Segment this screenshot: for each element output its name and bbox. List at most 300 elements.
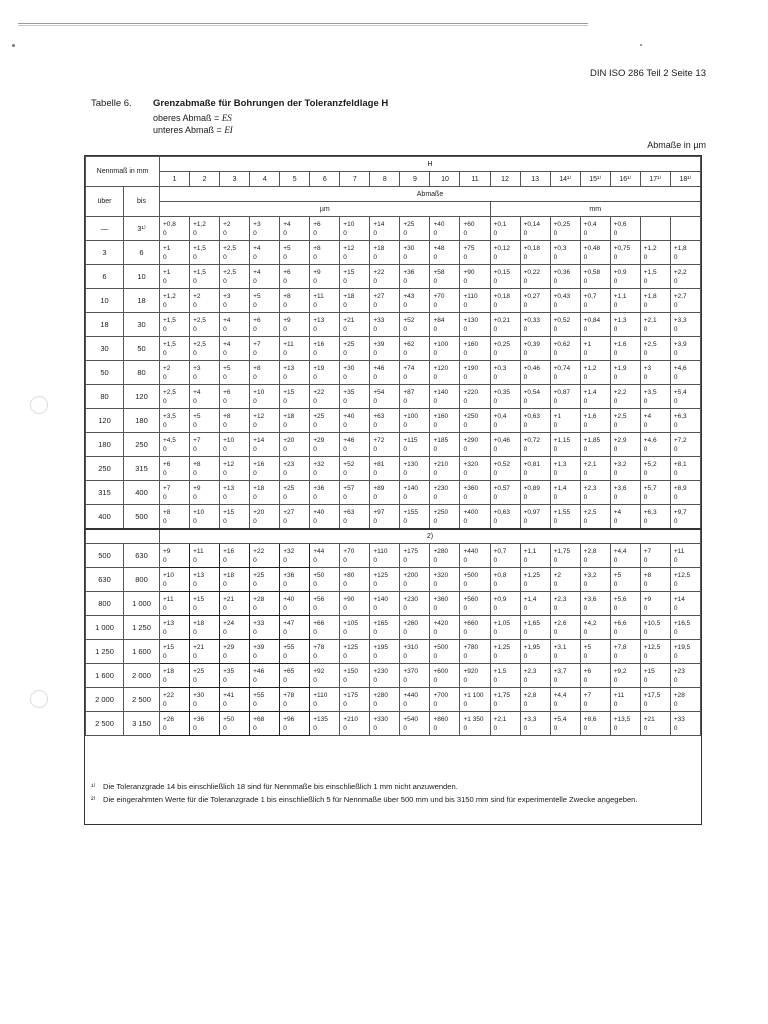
upper-deviation: +74: [403, 364, 415, 372]
upper-deviation: +10: [193, 508, 205, 516]
lower-deviation: 0: [433, 349, 438, 357]
deviation-cell: [670, 289, 700, 313]
deviation-cell: [430, 640, 460, 664]
deviation-cell: [610, 433, 640, 457]
table-row: [86, 361, 701, 385]
deviation-cell: [520, 568, 550, 592]
deviation-cell: [550, 712, 580, 736]
deviation-cell: [310, 568, 340, 592]
upper-deviation: +0,14: [523, 220, 541, 228]
upper-deviation: +12: [223, 460, 235, 468]
unit-note: Abmaße in µm: [647, 140, 706, 150]
lower-deviation: 0: [463, 556, 468, 564]
deviation-cell: [490, 457, 520, 481]
deviation-cell: [280, 568, 310, 592]
deviation-cell: [430, 289, 460, 313]
upper-deviation: +19: [313, 364, 325, 372]
deviation-cell: [640, 217, 670, 241]
lower-deviation: 0: [553, 253, 558, 261]
lower-deviation: 0: [403, 445, 408, 453]
lower-deviation: 0: [193, 277, 197, 285]
table-title-text: Grenzabmaße für Bohrungen der Toleranzfeldlage H: [153, 98, 389, 109]
upper-deviation: +78: [283, 691, 295, 699]
upper-deviation: +12: [253, 412, 265, 420]
lower-deviation: 0: [253, 724, 257, 732]
lower-deviation: 0: [283, 277, 287, 285]
deviation-cell: [640, 241, 670, 265]
deviation-cell: [340, 664, 370, 688]
grade-header: 11: [460, 172, 490, 187]
upper-deviation: +4: [223, 340, 231, 348]
upper-deviation: +15: [223, 508, 235, 516]
upper-deviation: +30: [193, 691, 205, 699]
lower-deviation: 0: [553, 397, 558, 405]
lower-deviation: 0: [193, 628, 197, 636]
upper-deviation: +1,2: [163, 292, 176, 300]
lower-deviation: 0: [493, 700, 498, 708]
lower-deviation: 0: [613, 580, 618, 588]
deviation-cell: [250, 664, 280, 688]
deviation-cell: [280, 457, 310, 481]
upper-deviation: +1,2: [583, 364, 597, 372]
upper-deviation: +22: [373, 268, 385, 276]
upper-deviation: +1,5: [193, 268, 206, 276]
lower-deviation: 0: [343, 724, 347, 732]
lower-deviation: 0: [463, 493, 468, 501]
deviation-cell: [460, 433, 490, 457]
lower-deviation: 0: [523, 604, 528, 612]
lower-deviation: 0: [673, 445, 678, 453]
lower-deviation: 0: [523, 724, 528, 732]
deviation-cell: [610, 544, 640, 568]
upper-deviation: +41: [223, 691, 235, 699]
deviation-cell: [310, 217, 340, 241]
lower-deviation: 0: [433, 421, 438, 429]
lower-deviation: 0: [463, 445, 468, 453]
grade-header: 9: [400, 172, 430, 187]
deviation-cell: [220, 409, 250, 433]
upper-deviation: +28: [673, 691, 685, 699]
lower-deviation: 0: [283, 373, 287, 381]
upper-deviation: +5: [283, 244, 291, 252]
deviation-cell: [550, 361, 580, 385]
upper-deviation: +0,63: [493, 508, 510, 516]
upper-deviation: +15: [193, 595, 205, 603]
deviation-cell: [490, 544, 520, 568]
lower-deviation: 0: [583, 349, 588, 357]
table-row: [86, 481, 701, 505]
lower-deviation: 0: [283, 469, 287, 477]
upper-deviation: +100: [403, 412, 419, 420]
grade-header: 10: [430, 172, 460, 187]
lower-deviation: 0: [643, 700, 648, 708]
deviation-cell: [340, 409, 370, 433]
bis-cell: 120: [124, 385, 160, 409]
deviation-cell: [340, 385, 370, 409]
lower-deviation: 0: [583, 628, 588, 636]
upper-deviation: +0,1: [493, 220, 507, 228]
deviation-cell: [370, 409, 400, 433]
upper-deviation: +35: [343, 388, 355, 396]
upper-deviation: +210: [433, 460, 449, 468]
deviation-cell: [310, 313, 340, 337]
grade-header: 5: [280, 172, 310, 187]
lower-deviation: 0: [493, 373, 498, 381]
lower-deviation: 0: [643, 628, 648, 636]
upper-deviation: +3: [223, 292, 231, 300]
upper-deviation: +29: [223, 643, 235, 651]
upper-deviation: +4,2: [583, 619, 597, 627]
lower-deviation: 0: [643, 277, 648, 285]
upper-deviation: +0,52: [553, 316, 571, 324]
deviation-cell: [400, 457, 430, 481]
lower-deviation: 0: [373, 421, 377, 429]
lower-deviation: 0: [193, 445, 197, 453]
lower-deviation: 0: [673, 301, 678, 309]
deviation-cell: [190, 457, 220, 481]
upper-deviation: +46: [373, 364, 385, 372]
upper-deviation: +400: [463, 508, 479, 516]
deviation-cell: [430, 592, 460, 616]
upper-deviation: +39: [373, 340, 385, 348]
upper-deviation: +6,3: [673, 412, 687, 420]
upper-deviation: +16,5: [673, 619, 691, 627]
upper-deviation: +22: [313, 388, 325, 396]
deviation-cell: [340, 337, 370, 361]
bis-cell: 3 150: [124, 712, 160, 736]
lower-deviation: 0: [343, 469, 347, 477]
lower-deviation: 0: [613, 325, 618, 333]
upper-deviation: +26: [163, 715, 175, 723]
deviation-cell: [460, 568, 490, 592]
deviation-cell: [580, 337, 610, 361]
deviation-cell: [430, 433, 460, 457]
deviation-cell: [250, 457, 280, 481]
upper-deviation: +23: [283, 460, 295, 468]
lower-deviation: 0: [553, 349, 558, 357]
deviation-cell: [310, 616, 340, 640]
upper-deviation: +4: [253, 244, 261, 252]
deviation-cell: [580, 616, 610, 640]
deviation-cell: [190, 385, 220, 409]
upper-deviation: +210: [343, 715, 358, 723]
lower-deviation: 0: [673, 517, 678, 525]
bis-cell: 18: [124, 289, 160, 313]
upper-deviation: +0,89: [523, 484, 541, 492]
upper-deviation: +1,5: [643, 268, 657, 276]
lower-deviation: 0: [313, 517, 317, 525]
deviation-cell: [370, 688, 400, 712]
upper-deviation: +6: [313, 220, 321, 228]
lower-deviation: 0: [403, 325, 408, 333]
upper-deviation: +2,1: [643, 316, 657, 324]
deviation-cell: [400, 544, 430, 568]
lower-deviation: 0: [553, 373, 558, 381]
lower-deviation: 0: [493, 517, 498, 525]
lower-deviation: 0: [373, 724, 377, 732]
lower-deviation: 0: [433, 397, 438, 405]
upper-deviation: +2,5: [223, 244, 236, 252]
lower-deviation: 0: [673, 604, 678, 612]
upper-deviation: +1,4: [583, 388, 597, 396]
lower-deviation: 0: [613, 397, 618, 405]
upper-deviation: +1: [583, 340, 592, 348]
deviation-cell: [220, 568, 250, 592]
upper-deviation: +700: [433, 691, 449, 699]
deviation-cell: [280, 217, 310, 241]
deviation-cell: [520, 664, 550, 688]
upper-deviation: +3,7: [553, 667, 567, 675]
lower-deviation: 0: [433, 301, 438, 309]
upper-deviation: +1,65: [523, 619, 541, 627]
upper-deviation: +1,5: [163, 340, 176, 348]
deviation-cell: [250, 712, 280, 736]
upper-deviation: +0,97: [523, 508, 541, 516]
upper-deviation: +0,72: [523, 436, 541, 444]
deviation-cell: [640, 265, 670, 289]
upper-deviation: +21: [223, 595, 235, 603]
deviation-cell: [640, 544, 670, 568]
ueber-cell: 500: [86, 544, 124, 568]
deviation-cell: [460, 289, 490, 313]
lower-deviation: 0: [553, 229, 558, 237]
deviation-cell: [370, 289, 400, 313]
upper-deviation: +5: [613, 571, 622, 579]
upper-deviation: +5,6: [613, 595, 627, 603]
deviation-cell: [640, 568, 670, 592]
upper-deviation: +72: [373, 436, 385, 444]
deviation-cell: [610, 592, 640, 616]
lower-deviation: 0: [643, 652, 648, 660]
lower-deviation: 0: [673, 397, 678, 405]
upper-deviation: +8: [223, 412, 231, 420]
deviation-cell: [640, 409, 670, 433]
upper-deviation: +1,2: [643, 244, 657, 252]
bis-cell: 30: [124, 313, 160, 337]
deviation-cell: [460, 664, 490, 688]
deviation-cell: [310, 544, 340, 568]
deviation-cell: [550, 313, 580, 337]
deviation-cell: [280, 289, 310, 313]
lower-deviation: 0: [613, 445, 618, 453]
lower-deviation: 0: [433, 325, 438, 333]
deviation-cell: [340, 265, 370, 289]
deviation-cell: [370, 217, 400, 241]
upper-deviation: +320: [463, 460, 479, 468]
deviation-cell: [310, 361, 340, 385]
deviation-cell: [460, 544, 490, 568]
deviation-cell: [580, 289, 610, 313]
upper-deviation: +50: [223, 715, 235, 723]
lower-deviation: 0: [283, 652, 287, 660]
upper-deviation: +6,3: [643, 508, 657, 516]
deviation-cell: [640, 688, 670, 712]
lower-deviation: 0: [433, 628, 438, 636]
unit-um-header: µm: [160, 202, 491, 217]
lower-deviation: 0: [223, 724, 227, 732]
deviation-cell: [190, 217, 220, 241]
lower-deviation: 0: [613, 556, 618, 564]
upper-deviation: +260: [403, 619, 419, 627]
upper-deviation: +3,2: [613, 460, 627, 468]
upper-deviation: +70: [343, 547, 355, 555]
ueber-cell: 6: [86, 265, 124, 289]
deviation-cell: [250, 289, 280, 313]
deviation-cell: [430, 688, 460, 712]
upper-deviation: +9,2: [613, 667, 627, 675]
ueber-cell: 2 000: [86, 688, 124, 712]
upper-deviation: +4,6: [643, 436, 657, 444]
deviation-cell: [340, 361, 370, 385]
deviation-cell: [610, 457, 640, 481]
lower-deviation: 0: [253, 373, 257, 381]
lower-deviation: 0: [253, 445, 257, 453]
deviation-cell: [580, 457, 610, 481]
upper-deviation: +0,54: [523, 388, 541, 396]
upper-deviation: +135: [313, 715, 328, 723]
deviation-cell: [400, 640, 430, 664]
deviation-cell: [250, 409, 280, 433]
deviation-cell: [520, 592, 550, 616]
deviation-cell: [580, 568, 610, 592]
deviation-cell: [400, 568, 430, 592]
section-2-footnote-ref: 2): [160, 529, 701, 544]
lower-deviation: 0: [163, 397, 167, 405]
upper-deviation-def: [153, 112, 232, 124]
lower-deviation: 0: [643, 604, 648, 612]
lower-deviation: 0: [553, 700, 558, 708]
bis-header: bis: [124, 187, 160, 217]
lower-deviation: 0: [253, 517, 257, 525]
upper-deviation: +0,9: [613, 268, 627, 276]
lower-deviation: 0: [583, 277, 588, 285]
deviation-cell: [580, 664, 610, 688]
upper-deviation: +0,46: [493, 436, 510, 444]
upper-deviation: +17,5: [643, 691, 661, 699]
deviation-cell: [670, 265, 700, 289]
lower-deviation: 0: [523, 700, 528, 708]
upper-deviation: +3,6: [583, 595, 597, 603]
upper-deviation: +7: [163, 484, 171, 492]
lower-deviation: 0: [463, 652, 468, 660]
deviation-cell: [400, 664, 430, 688]
lower-deviation: 0: [343, 277, 347, 285]
upper-deviation: +10: [163, 571, 175, 579]
deviation-cell: [280, 616, 310, 640]
lower-deviation: 0: [463, 580, 468, 588]
deviation-cell: [220, 361, 250, 385]
deviation-cell: [340, 640, 370, 664]
deviation-cell: [640, 457, 670, 481]
deviation-cell: [400, 289, 430, 313]
bis-cell: 800: [124, 568, 160, 592]
deviation-cell: [490, 289, 520, 313]
lower-deviation: 0: [193, 325, 197, 333]
deviation-cell: [610, 313, 640, 337]
lower-deviation: 0: [553, 445, 558, 453]
upper-deviation: +0,12: [493, 244, 510, 252]
unit-mm-header: mm: [490, 202, 700, 217]
scan-top-rule-shadow: [18, 25, 588, 26]
upper-deviation: +3,2: [583, 571, 597, 579]
upper-deviation: +10: [343, 220, 355, 228]
upper-deviation: +15: [643, 667, 655, 675]
lower-deviation: 0: [163, 253, 167, 261]
upper-deviation: +47: [283, 619, 295, 627]
upper-deviation: +56: [313, 595, 325, 603]
deviation-cell: [430, 544, 460, 568]
ueber-cell: 120: [86, 409, 124, 433]
lower-deviation: 0: [403, 700, 408, 708]
upper-deviation: +2,5: [583, 508, 597, 516]
upper-deviation: +13: [193, 571, 205, 579]
upper-deviation: +1,55: [553, 508, 571, 516]
deviation-cell: [310, 457, 340, 481]
upper-deviation: +66: [313, 619, 325, 627]
deviation-cell: [190, 712, 220, 736]
lower-deviation: 0: [613, 253, 618, 261]
upper-deviation: +8: [253, 364, 261, 372]
deviation-cell: [610, 385, 640, 409]
lower-deviation: 0: [433, 373, 438, 381]
upper-deviation: +1 350: [463, 715, 484, 723]
deviation-cell: [490, 433, 520, 457]
upper-deviation: +440: [463, 547, 479, 555]
upper-deviation: +46: [343, 436, 355, 444]
deviation-cell: [190, 640, 220, 664]
upper-deviation: +92: [313, 667, 325, 675]
lower-deviation: 0: [493, 445, 498, 453]
upper-deviation: +4,5: [163, 436, 176, 444]
deviation-cell: [250, 688, 280, 712]
scan-speck: [12, 44, 15, 47]
lower-deviation: 0: [553, 277, 558, 285]
deviation-cell: [580, 241, 610, 265]
table-row: [86, 241, 701, 265]
upper-deviation: +46: [253, 667, 265, 675]
upper-deviation: +105: [343, 619, 358, 627]
lower-deviation: 0: [313, 277, 317, 285]
upper-deviation: +54: [373, 388, 385, 396]
lower-deviation: 0: [523, 580, 528, 588]
upper-deviation: +3,9: [673, 340, 687, 348]
lower-deviation: 0: [523, 229, 528, 237]
lower-deviation-def: [153, 124, 233, 136]
upper-deviation: +12: [343, 244, 355, 252]
deviation-cell: [430, 568, 460, 592]
lower-deviation: 0: [403, 724, 408, 732]
upper-deviation: +330: [373, 715, 388, 723]
lower-deviation: 0: [493, 229, 498, 237]
lower-deviation: 0: [403, 301, 408, 309]
lower-deviation: 0: [583, 373, 588, 381]
upper-deviation: +140: [403, 484, 419, 492]
upper-deviation-label: oberes Abmaß =: [153, 113, 220, 123]
lower-deviation: 0: [283, 724, 287, 732]
deviation-cell: [430, 409, 460, 433]
upper-deviation: +0,25: [553, 220, 571, 228]
lower-deviation: 0: [523, 325, 528, 333]
deviation-cell: [670, 433, 700, 457]
deviation-cell: [670, 505, 700, 530]
lower-deviation-symbol: EI: [224, 125, 233, 135]
upper-deviation: +6,6: [613, 619, 627, 627]
deviation-cell: [400, 385, 430, 409]
deviation-cell: [550, 241, 580, 265]
deviation-cell: [310, 481, 340, 505]
lower-deviation: 0: [433, 580, 438, 588]
deviation-cell: [610, 640, 640, 664]
